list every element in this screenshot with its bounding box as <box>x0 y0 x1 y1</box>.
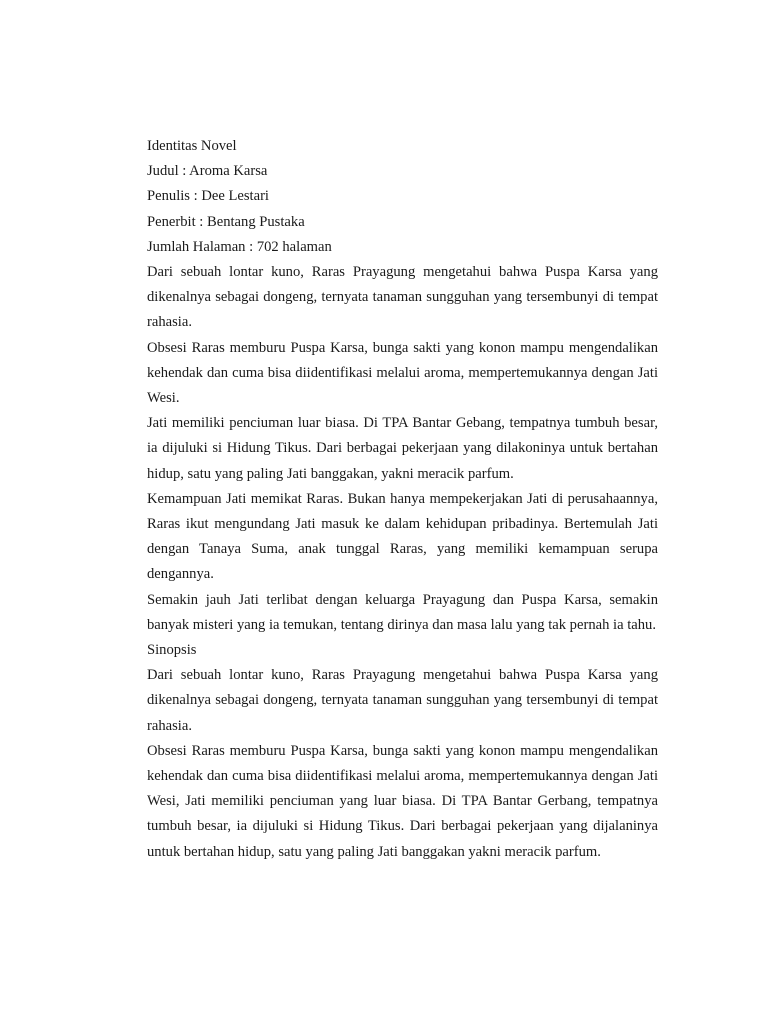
document-body <box>147 134 658 865</box>
sinopsis-paragraph: Dari sebuah lontar kuno, Raras Prayagung mengetahui bahwa Puspa Karsa yang dikenalnya sebagai dongeng, ternyata tanaman sungguhan yang tersembunyi di tempat rahasia. <box>147 667 658 734</box>
intro-paragraph: Dari sebuah lontar kuno, Raras Prayagung mengetahui bahwa Puspa Karsa yang dikenalnya sebagai dongeng, ternyata tanaman sungguhan yang tersembunyi di tempat rahasia. <box>147 264 658 331</box>
intro-paragraph: Kemampuan Jati memikat Raras. Bukan hanya mempekerjakan Jati di perusahaannya, Raras ikut mengundang Jati masuk ke dalam kehidupan pribadinya. Bertemulah Jati dengan Tanaya Suma, anak tunggal Raras, yang memiliki kemampuan serupa dengannya. <box>147 490 658 583</box>
jumlah-halaman-line: Jumlah Halaman : 702 halaman <box>147 238 332 255</box>
intro-paragraph: Semakin jauh Jati terlibat dengan keluarga Prayagung dan Puspa Karsa, semakin banyak misteri yang ia temukan, tentang dirinya dan masa lalu yang tak pernah ia tahu. <box>147 591 658 633</box>
intro-paragraph: Obsesi Raras memburu Puspa Karsa, bunga sakti yang konon mampu mengendalikan kehendak dan cuma bisa diidentifikasi melalui aroma, mempertemukannya dengan Jati Wesi. <box>147 339 658 407</box>
sinopsis-heading: Sinopsis <box>147 642 197 659</box>
judul-line: Judul : Aroma Karsa <box>147 163 268 180</box>
penulis-line: Penulis : Dee Lestari <box>147 188 269 205</box>
penerbit-line: Penerbit : Bentang Pustaka <box>147 213 305 230</box>
intro-paragraph: Jati memiliki penciuman luar biasa. Di TPA Bantar Gebang, tempatnya tumbuh besar, ia dijuluki si Hidung Tikus. Dari berbagai pekerjaan yang dilakoninya untuk bertahan hidup, satu yang paling Jati banggakan, yakni meracik parfum. <box>147 415 658 482</box>
sinopsis-paragraph: Obsesi Raras memburu Puspa Karsa, bunga sakti yang konon mampu mengendalikan kehendak dan cuma bisa diidentifikasi melalui aroma, mempertemukannya dengan Jati Wesi, Jati memiliki penciuman yang luar biasa. Di TPA Bantar Gerbang, tempatnya tumbuh besar, ia dijuluki si Hidung Tikus. Dari berbagai pekerjaan yang dijalaninya untuk bertahan hidup, satu yang paling Jati banggakan yakni meracik parfum. <box>147 742 658 860</box>
identitas-heading: Identitas Novel <box>147 138 237 154</box>
